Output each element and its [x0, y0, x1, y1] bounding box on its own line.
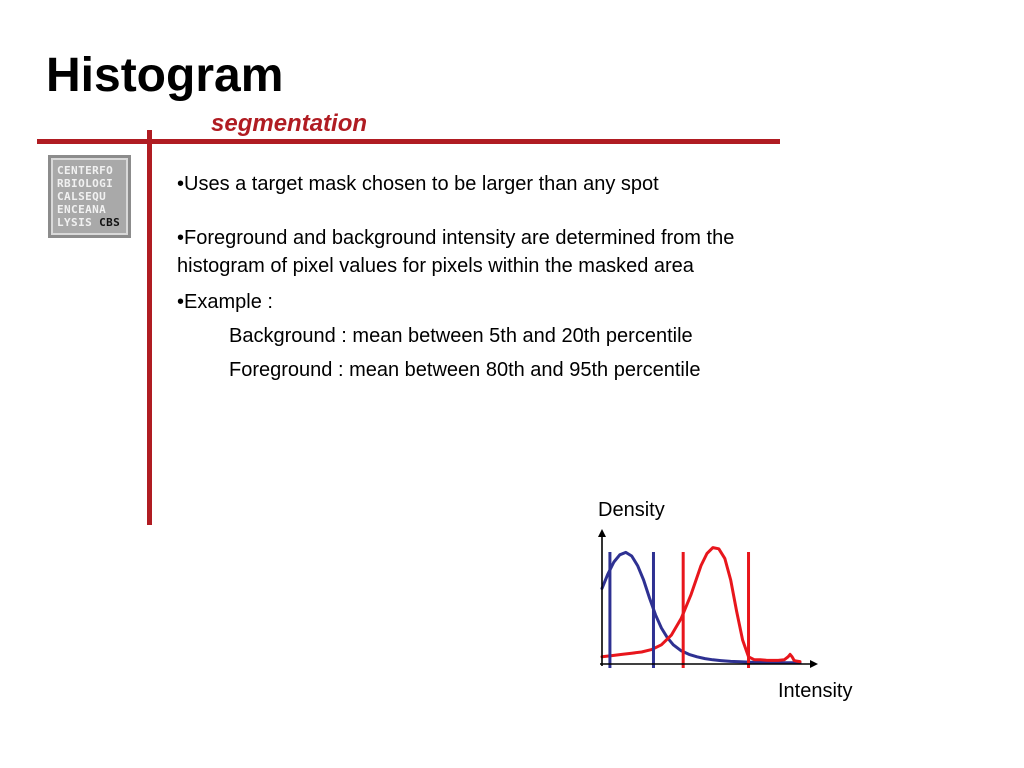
sub-bullet-background: Background : mean between 5th and 20th percentile	[229, 325, 693, 347]
vertical-divider	[147, 130, 152, 525]
cbs-logo	[48, 155, 131, 238]
logo-line: CENTERFO	[57, 164, 114, 177]
bullet-example: •Example :	[177, 291, 273, 313]
x-axis-arrow	[810, 660, 818, 668]
series-foreground-curve	[602, 548, 800, 662]
histogram-chart	[585, 490, 885, 710]
slide-title: Histogram	[46, 49, 284, 102]
logo-line: CALSEQU	[57, 190, 107, 203]
slide-content	[177, 170, 817, 390]
bullet-target-mask: •Uses a target mask chosen to be larger than any spot	[177, 173, 659, 195]
logo-line-last	[57, 216, 124, 229]
y-axis-label: Density	[598, 499, 665, 521]
slide-subtitle: segmentation	[211, 110, 368, 137]
logo-line: ENCEANA	[57, 203, 107, 216]
y-axis-arrow	[598, 529, 606, 537]
histogram-chart-svg	[585, 490, 885, 710]
logo-line-prefix: LYSIS	[57, 216, 100, 229]
logo-line: RBIOLOGI	[57, 177, 114, 190]
sub-bullet-foreground: Foreground : mean between 80th and 95th percentile	[229, 359, 701, 381]
x-axis-label: Intensity	[778, 680, 853, 702]
chart-series-group	[602, 548, 800, 663]
logo-brand: CBS	[99, 216, 121, 229]
bullet-intensity: •Foreground and background intensity are determined from the histogram of pixel values for pixels within the masked area	[177, 227, 735, 277]
